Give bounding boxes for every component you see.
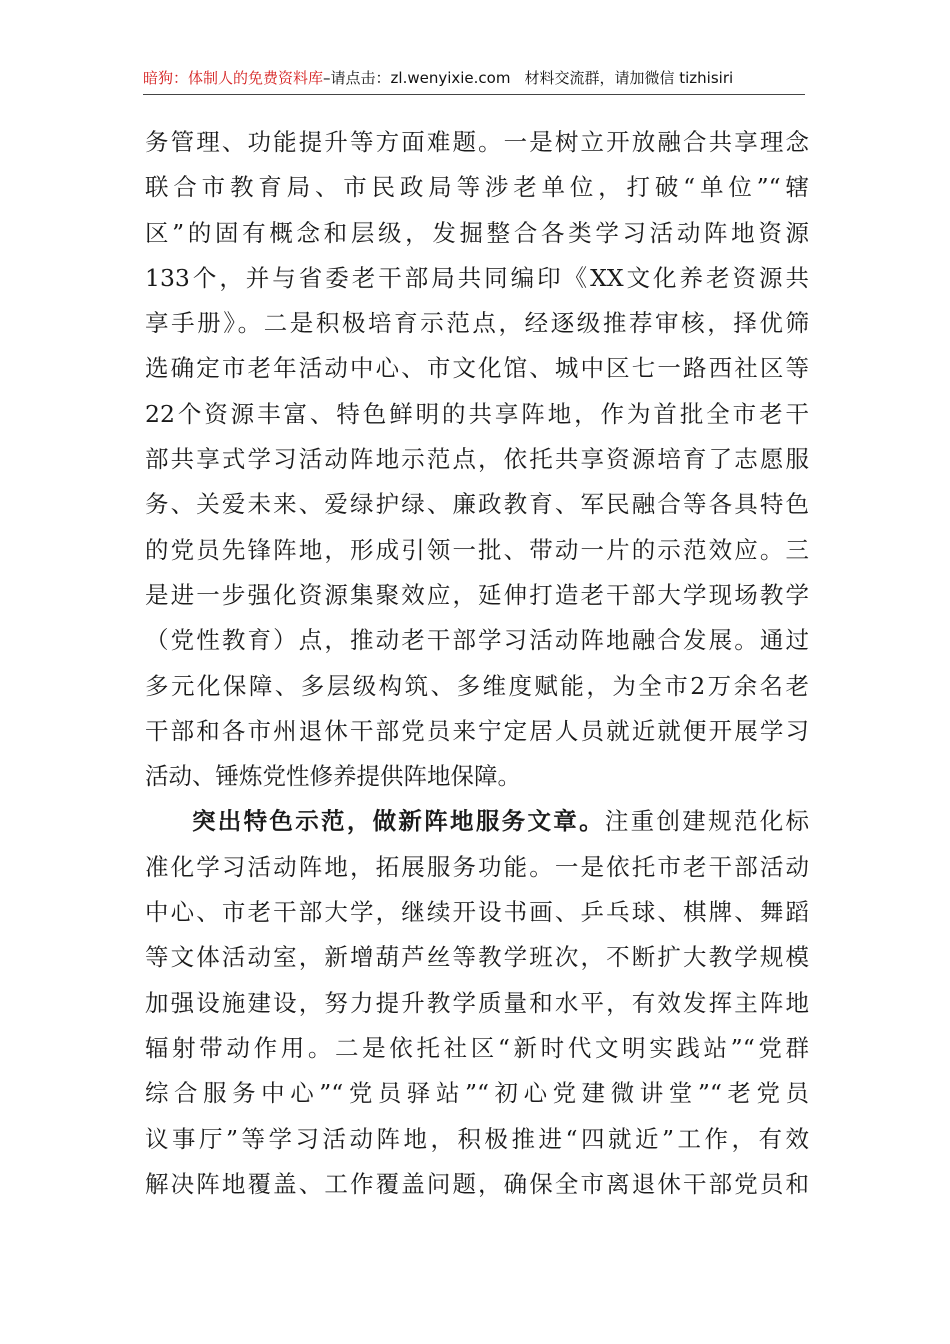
text-line: 务、关爱未来、爱绿护绿、廉政教育、军民融合等各具特色 [145, 490, 809, 519]
text-line: 中心、市老干部大学，继续开设书画、乒乓球、棋牌、舞蹈 [145, 898, 809, 927]
text-line: 务管理、功能提升等方面难题。一是树立开放融合共享理念 [145, 128, 809, 156]
text-line: 享手册》。二是积极培育示范点，经逐级推荐审核，择优筛 [145, 309, 809, 338]
text-line: 133个，并与省委老干部局共同编印《XX文化养老资源共 [145, 263, 809, 292]
header-site-name: 暗狗：体制人的免费资料库 [143, 69, 324, 87]
text-line: 多元化保障、多层级构筑、多维度赋能，为全市2万余名老 [145, 671, 809, 700]
text-line: （党性教育）点，推动老干部学习活动阵地融合发展。通过 [145, 626, 809, 655]
text-line: 联合市教育局、市民政局等涉老单位，打破“单位”“辖 [145, 173, 809, 202]
header-click-prompt: –请点击： [323, 69, 391, 87]
paragraph-1 [145, 120, 809, 799]
text-line: 辐射带动作用。二是依托社区“新时代文明实践站”“党群 [145, 1033, 809, 1062]
text-line: 解决阵地覆盖、工作覆盖问题，确保全市离退休干部党员和 [145, 1169, 809, 1198]
text-line: 部共享式学习活动阵地示范点，依托共享资源培育了志愿服 [145, 445, 809, 474]
text-line: 选确定市老年活动中心、市文化馆、城中区七一路西社区等 [145, 354, 809, 383]
header-wechat-note: 材料交流群，请加微信 tizhisiri [524, 69, 734, 87]
text-line: 干部和各市州退休干部党员来宁定居人员就近就便开展学习 [145, 716, 809, 745]
text-line: 准化学习活动阵地，拓展服务功能。一是依托市老干部活动 [145, 852, 809, 881]
text-line: 等文体活动室，新增葫芦丝等教学班次，不断扩大教学规模 [145, 943, 809, 972]
header-url-link[interactable]: zl.wenyixie.com [390, 69, 511, 87]
text-line: 活动、锤炼党性修养提供阵地保障。 [145, 762, 521, 791]
section-heading: 突出特色示范，做新阵地服务文章。 [192, 807, 605, 836]
text-line: 区”的固有概念和层级，发掘整合各类学习活动阵地资源 [145, 218, 809, 247]
text-line: 是进一步强化资源集聚效应，延伸打造老干部大学现场教学 [145, 580, 809, 609]
paragraph-2 [145, 799, 809, 1207]
paragraph-lead-line [145, 799, 809, 844]
text-line: 议事厅”等学习活动阵地，积极推进“四就近”工作，有效 [145, 1124, 809, 1153]
text-line: 22个资源丰富、特色鲜明的共享阵地，作为首批全市老干 [145, 399, 809, 428]
document-body [145, 120, 809, 1207]
text-line: 的党员先锋阵地，形成引领一批、带动一片的示范效应。三 [145, 535, 809, 564]
lead-line-rest: 注重创建规范化标 [604, 807, 809, 836]
page-header [143, 66, 805, 95]
text-line: 综合服务中心”“党员驿站”“初心党建微讲堂”“老党员 [145, 1079, 809, 1108]
text-line: 加强设施建设，努力提升教学质量和水平，有效发挥主阵地 [145, 988, 809, 1017]
